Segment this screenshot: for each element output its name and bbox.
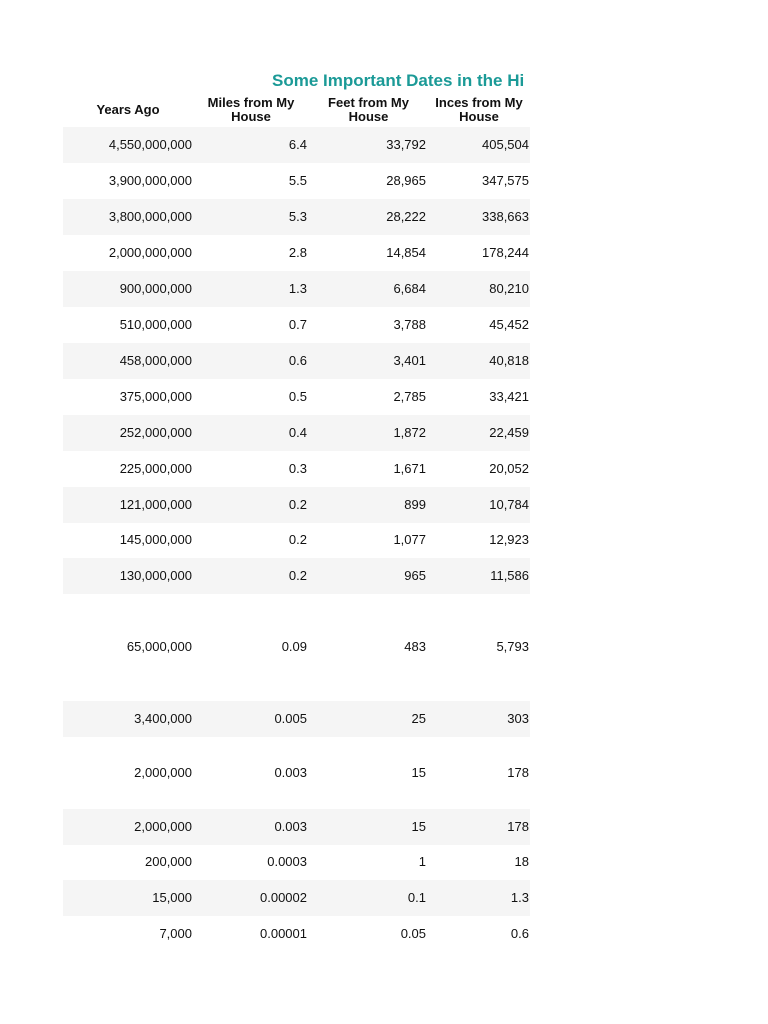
cell-years: 7,000 bbox=[159, 926, 192, 941]
cell-miles: 0.5 bbox=[288, 389, 307, 404]
cell-miles: 0.005 bbox=[274, 711, 307, 726]
cell-inches: 10,784 bbox=[489, 497, 529, 512]
header-inches-line2: House bbox=[459, 109, 499, 124]
cell-years: 3,900,000,000 bbox=[108, 173, 192, 188]
cell-feet: 1 bbox=[418, 854, 426, 869]
cell-inches: 1.3 bbox=[510, 890, 529, 905]
cell-miles: 0.2 bbox=[288, 568, 307, 583]
cell-feet: 3,788 bbox=[393, 317, 426, 332]
cell-feet: 0.05 bbox=[400, 926, 426, 941]
cell-feet: 1,872 bbox=[393, 425, 426, 440]
cell-inches: 178 bbox=[507, 765, 529, 780]
cell-inches: 0.6 bbox=[510, 926, 529, 941]
table-row bbox=[63, 271, 530, 307]
cell-years: 145,000,000 bbox=[119, 532, 192, 547]
cell-years: 252,000,000 bbox=[119, 425, 192, 440]
cell-miles: 0.2 bbox=[288, 497, 307, 512]
cell-years: 130,000,000 bbox=[119, 568, 192, 583]
cell-inches: 22,459 bbox=[489, 425, 529, 440]
header-feet-line1: Feet from My bbox=[328, 95, 409, 110]
cell-years: 65,000,000 bbox=[126, 639, 192, 654]
table-row bbox=[63, 199, 530, 235]
cell-feet: 25 bbox=[411, 711, 426, 726]
table-row bbox=[63, 235, 530, 271]
cell-years: 225,000,000 bbox=[119, 461, 192, 476]
cell-years: 3,400,000 bbox=[134, 711, 192, 726]
cell-feet: 15 bbox=[411, 819, 426, 834]
spreadsheet-table bbox=[63, 0, 530, 1024]
header-feet-line2: House bbox=[348, 109, 389, 124]
cell-years: 2,000,000,000 bbox=[108, 245, 192, 260]
header-feet bbox=[309, 96, 428, 124]
table-row bbox=[63, 755, 530, 791]
cell-miles: 0.0003 bbox=[267, 854, 307, 869]
cell-inches: 178,244 bbox=[482, 245, 529, 260]
header-inches bbox=[428, 96, 530, 124]
cell-years: 900,000,000 bbox=[119, 281, 192, 296]
cell-inches: 20,052 bbox=[489, 461, 529, 476]
header-miles bbox=[193, 96, 309, 124]
header-years-ago bbox=[63, 103, 193, 117]
cell-feet: 28,222 bbox=[386, 209, 426, 224]
cell-miles: 0.00002 bbox=[260, 890, 307, 905]
cell-feet: 14,854 bbox=[386, 245, 426, 260]
cell-miles: 0.6 bbox=[288, 353, 307, 368]
cell-miles: 0.7 bbox=[288, 317, 307, 332]
cell-years: 458,000,000 bbox=[119, 353, 192, 368]
cell-years: 2,000,000 bbox=[134, 819, 192, 834]
cell-inches: 178 bbox=[507, 819, 529, 834]
cell-years: 121,000,000 bbox=[119, 497, 192, 512]
header-miles-line1: Miles from My bbox=[207, 95, 295, 110]
table-row bbox=[63, 415, 530, 451]
cell-inches: 40,818 bbox=[489, 353, 529, 368]
cell-feet: 483 bbox=[404, 639, 426, 654]
cell-years: 200,000 bbox=[145, 854, 192, 869]
cell-feet: 6,684 bbox=[393, 281, 426, 296]
table-row bbox=[63, 163, 530, 199]
table-row bbox=[63, 844, 530, 880]
cell-miles: 0.4 bbox=[288, 425, 307, 440]
cell-inches: 405,504 bbox=[482, 137, 529, 152]
cell-inches: 12,923 bbox=[489, 532, 529, 547]
header-miles-line2: House bbox=[231, 109, 271, 124]
table-row bbox=[63, 127, 530, 163]
cell-inches: 33,421 bbox=[489, 389, 529, 404]
cell-years: 4,550,000,000 bbox=[108, 137, 192, 152]
header-inches-line1: Inces from My bbox=[435, 95, 523, 110]
table-row bbox=[63, 558, 530, 594]
cell-years: 2,000,000 bbox=[134, 765, 192, 780]
cell-miles: 0.003 bbox=[274, 819, 307, 834]
cell-miles: 1.3 bbox=[288, 281, 307, 296]
cell-inches: 338,663 bbox=[482, 209, 529, 224]
cell-feet: 33,792 bbox=[386, 137, 426, 152]
cell-inches: 347,575 bbox=[482, 173, 529, 188]
cell-feet: 0.1 bbox=[407, 890, 426, 905]
header-years-ago-label: Years Ago bbox=[96, 102, 160, 117]
table-row bbox=[63, 880, 530, 916]
cell-years: 3,800,000,000 bbox=[108, 209, 192, 224]
table-row bbox=[63, 379, 530, 415]
cell-years: 15,000 bbox=[152, 890, 192, 905]
cell-miles: 5.5 bbox=[288, 173, 307, 188]
cell-inches: 303 bbox=[507, 711, 529, 726]
sheet-title: Some Important Dates in the Hi bbox=[272, 71, 525, 90]
cell-inches: 80,210 bbox=[489, 281, 529, 296]
cell-inches: 5,793 bbox=[496, 639, 529, 654]
cell-miles: 0.09 bbox=[281, 639, 307, 654]
table-row bbox=[63, 522, 530, 558]
table-row bbox=[63, 701, 530, 737]
table-row bbox=[63, 809, 530, 845]
cell-miles: 6.4 bbox=[288, 137, 307, 152]
cell-inches: 45,452 bbox=[489, 317, 529, 332]
cell-feet: 965 bbox=[404, 568, 426, 583]
cell-miles: 0.2 bbox=[288, 532, 307, 547]
cell-years: 510,000,000 bbox=[119, 317, 192, 332]
table-row bbox=[63, 343, 530, 379]
cell-feet: 28,965 bbox=[386, 173, 426, 188]
cell-miles: 5.3 bbox=[288, 209, 307, 224]
cell-miles: 2.8 bbox=[288, 245, 307, 260]
table-row bbox=[63, 451, 530, 487]
table-row bbox=[63, 916, 530, 952]
cell-inches: 18 bbox=[514, 854, 529, 869]
cell-feet: 2,785 bbox=[393, 389, 426, 404]
cell-feet: 1,671 bbox=[393, 461, 426, 476]
cell-feet: 3,401 bbox=[393, 353, 426, 368]
cell-miles: 0.3 bbox=[288, 461, 307, 476]
cell-inches: 11,586 bbox=[490, 568, 529, 583]
cell-feet: 1,077 bbox=[393, 532, 426, 547]
cell-years: 375,000,000 bbox=[119, 389, 192, 404]
table-row bbox=[63, 307, 530, 343]
cell-miles: 0.00001 bbox=[260, 926, 307, 941]
cell-feet: 15 bbox=[411, 765, 426, 780]
table-row bbox=[63, 487, 530, 523]
cell-miles: 0.003 bbox=[274, 765, 307, 780]
table-row bbox=[63, 629, 530, 665]
cell-feet: 899 bbox=[404, 497, 426, 512]
